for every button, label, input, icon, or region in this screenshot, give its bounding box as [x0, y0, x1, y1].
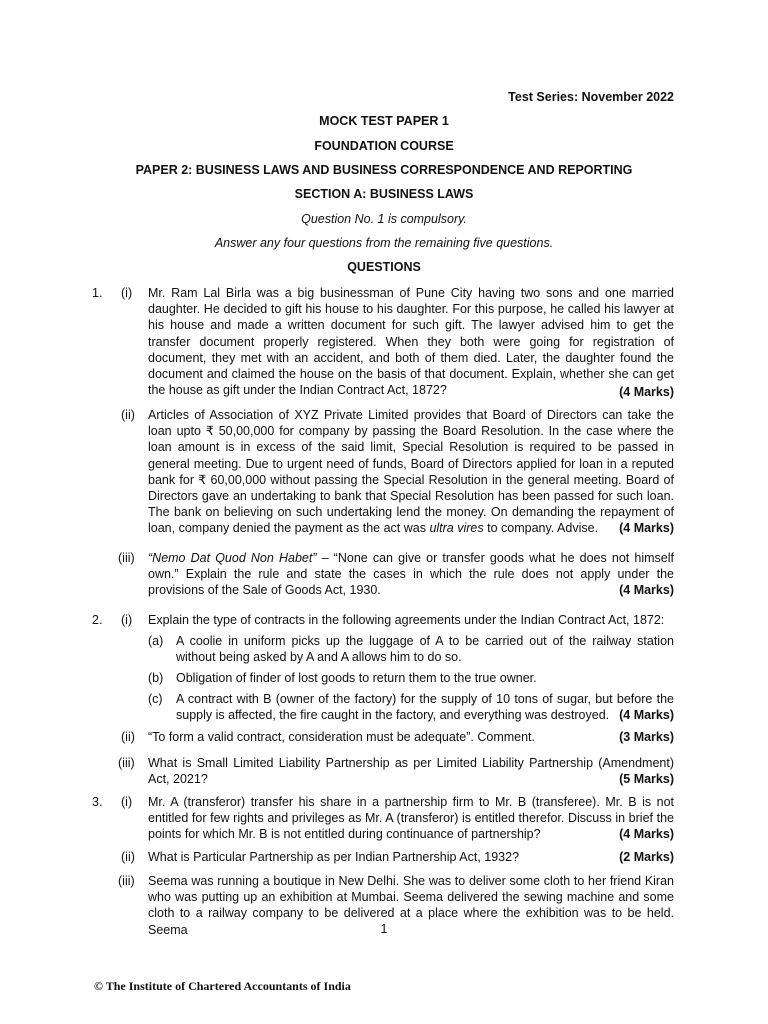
question-body: – “None can give or transfer goods what he does not himself own.” Explain the rule and state the cases in which the rule does not apply under the provisions of the Sale of Goods Act, 1930.	[148, 551, 674, 598]
footer-copyright: © The Institute of Chartered Accountants of India	[94, 979, 351, 993]
test-series-label: Test Series: November 2022	[508, 90, 674, 104]
marks-label: (4 Marks)	[619, 521, 674, 536]
sub-question-label: (i)	[121, 613, 133, 627]
instruction-compulsory: Question No. 1 is compulsory.	[301, 212, 467, 226]
option-text	[176, 691, 674, 723]
question-number: 1.	[92, 286, 103, 300]
sub-question-label: (i)	[121, 795, 133, 809]
sub-question-label: (ii)	[121, 850, 135, 864]
option-label: (a)	[148, 634, 164, 648]
sub-question-label: (i)	[121, 286, 133, 300]
question-body: What is Particular Partnership as per Indian Partnership Act, 1932?	[148, 850, 520, 864]
marks-label: (4 Marks)	[619, 708, 674, 723]
option-text: A coolie in uniform picks up the luggage of A to be carried out of the railway station without being asked by A and A allows him to do so.	[176, 634, 674, 665]
questions-heading: QUESTIONS	[347, 260, 421, 274]
question-number: 2.	[92, 613, 103, 627]
question-body: “To form a valid contract, consideration must be adequate”. Comment.	[148, 730, 535, 744]
question-text	[148, 849, 674, 865]
question-text: Seema was running a boutique in New Delhi. She was to deliver some cloth to her friend Kiran who was putting up an exhibition at Mumbai. Seema delivered the sewing machine and some cloth to a railway company to be delivered at a place where the exhibition was to be held. Seema	[148, 874, 674, 937]
instruction-any-four: Answer any four questions from the remaining five questions.	[214, 236, 554, 250]
italic-term: ultra vires	[429, 521, 484, 536]
question-tail: to company. Advise.	[487, 521, 599, 536]
section-title: SECTION A: BUSINESS LAWS	[294, 187, 474, 201]
sub-question-label: (iii)	[118, 756, 135, 770]
paper-title: MOCK TEST PAPER 1	[319, 114, 449, 128]
option-text: Obligation of finder of lost goods to return them to the true owner.	[176, 671, 537, 685]
question-body: Mr. A (transferor) transfer his share in a partnership firm to Mr. B (transferee). Mr. B is not entitled for few rights and privileges as Mr. A (transferor) is entitled therefor. Discuss in brief the points for which Mr. B is not entitled during continuance of partnership?	[148, 795, 674, 842]
marks-label: (4 Marks)	[619, 583, 674, 598]
marks-label: (3 Marks)	[619, 730, 674, 744]
question-body: Mr. Ram Lal Birla was a big businessman of Pune City having two sons and one married daughter. He decided to gift his house to his daughter. For this purpose, he called his lawyer at his house and made a written document for such gift. The lawyer advised him to get the transfer document properly registered. When they both were going for registration of document, they met with an accident, and both of them died. Later, the daughter found the document and claimed the house on the basis of that document. Explain, whether she can get the house as gift under the Indian Contract Act, 1872?	[148, 286, 674, 398]
sub-question-label: (iii)	[118, 874, 135, 888]
question-text	[148, 550, 674, 599]
marks-label: (4 Marks)	[619, 385, 674, 399]
course-title: FOUNDATION COURSE	[314, 139, 454, 153]
question-text	[148, 794, 674, 843]
question-body: Articles of Association of XYZ Private Limited provides that Board of Directors can take the loan upto ₹ 50,00,000 for company by passing the Board Resolution. In the case where the loan amount is in excess of the said limit, Special Resolution is required to be passed in general meeting. Due to urgent need of funds, Board of Directors applied for loan in a reputed bank for ₹ 60,00,000 without passing the Special Resolution in the general meeting. Board of Directors gave an undertaking to bank that Special Resolution has been passed for such loan. The bank on believing on such undertaking lend the money. On demanding the repayment of loan, company denied the payment as the act was	[148, 408, 674, 536]
paper-subject-title: PAPER 2: BUSINESS LAWS AND BUSINESS CORRESPONDENCE AND REPORTING	[135, 163, 633, 177]
option-body: A contract with B (owner of the factory) for the supply of 10 tons of sugar, but before the supply is affected, the fire caught in the factory, and everything was destroyed.	[176, 692, 674, 723]
question-text	[148, 285, 674, 398]
question-text	[148, 407, 674, 537]
question-text: Explain the type of contracts in the following agreements under the Indian Contract Act, 1872:	[148, 613, 665, 627]
marks-label: (5 Marks)	[619, 772, 674, 787]
option-label: (b)	[148, 671, 164, 685]
question-text	[148, 755, 674, 787]
question-body: What is Small Limited Liability Partnership as per Limited Liability Partnership (Amendment) Act, 2021?	[148, 756, 674, 787]
option-label: (c)	[148, 692, 163, 706]
question-text	[148, 729, 674, 745]
marks-label: (4 Marks)	[619, 827, 674, 842]
sub-question-label: (ii)	[121, 408, 135, 422]
italic-term: “Nemo Dat Quod Non Habet”	[148, 551, 317, 565]
sub-question-label: (ii)	[121, 730, 135, 744]
sub-question-label: (iii)	[118, 551, 135, 565]
question-number: 3.	[92, 795, 103, 809]
marks-label: (2 Marks)	[619, 850, 674, 864]
page-number: 1	[380, 922, 388, 936]
